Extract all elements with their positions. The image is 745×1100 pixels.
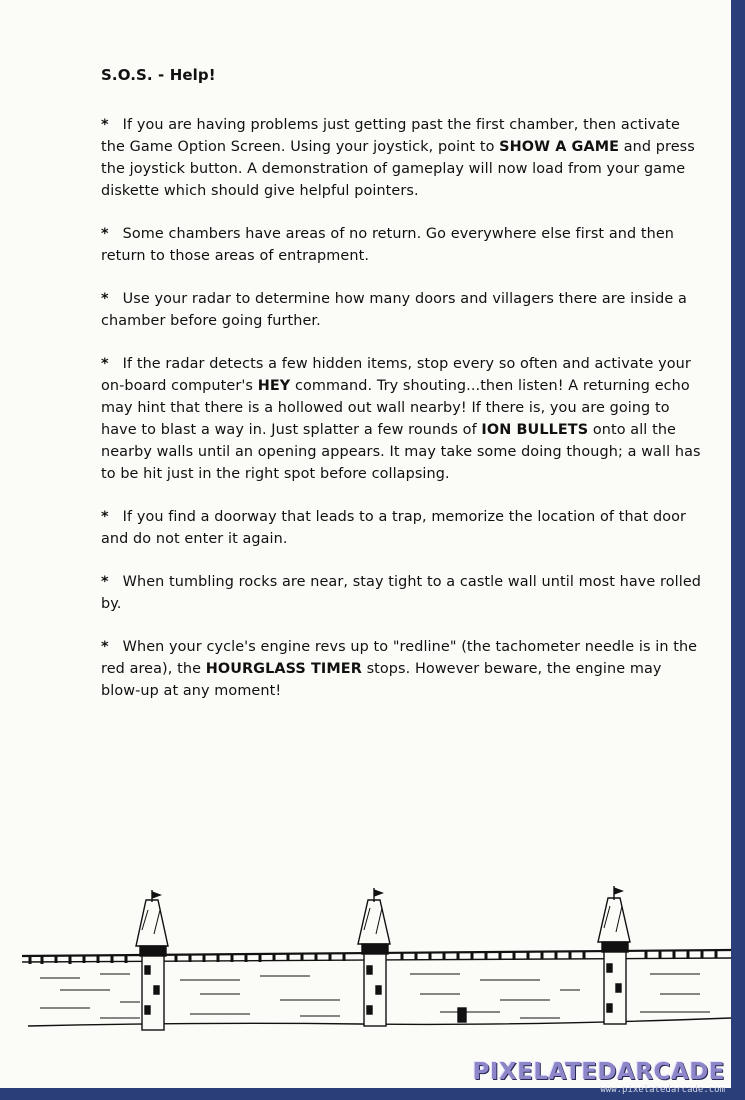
castle-wall-illustration <box>0 890 731 1050</box>
emphasized-term: ION BULLETS <box>481 422 589 438</box>
emphasized-term: HEY <box>257 378 291 394</box>
bullet-asterisk: * <box>101 509 109 525</box>
tip-text: onto all the nearby walls until an opening appears. It may take some doing though; a wall has to be hit just in the right spot before collapsing. <box>101 422 701 482</box>
tip-text: If the radar detects a few hidden items, stop every so often and activate your on-board computer's <box>101 356 691 394</box>
tip-text: Some chambers have areas of no return. Go everywhere else first and then return to those areas of entrapment. <box>101 226 675 264</box>
bullet-asterisk: * <box>101 356 109 372</box>
bullet-asterisk: * <box>101 639 109 655</box>
tip-text: If you are having problems just getting past the first chamber, then activate the Game Option Screen. Using your joystick, point to <box>101 117 680 155</box>
watermark <box>472 1060 725 1096</box>
tip-paragraph <box>101 114 701 202</box>
bullet-asterisk: * <box>101 117 109 133</box>
tips-list <box>101 114 701 702</box>
watermark-logo: PIXELATEDARCADE <box>472 1059 725 1085</box>
bullet-asterisk: * <box>101 226 109 242</box>
tip-paragraph <box>101 288 701 332</box>
section-heading: S.O.S. - Help! <box>101 66 216 84</box>
tip-paragraph <box>101 353 701 485</box>
bullet-asterisk: * <box>101 574 109 590</box>
emphasized-term: SHOW A GAME <box>499 139 620 155</box>
tip-paragraph <box>101 223 701 267</box>
tip-text: When tumbling rocks are near, stay tight to a castle wall until most have rolled by. <box>101 574 702 612</box>
tip-text: When your cycle's engine revs up to "redline" (the tachometer needle is in the red area), the <box>101 639 698 677</box>
tip-text: and press the joystick button. A demonstration of gameplay will now load from your game diskette which should give helpful pointers. <box>101 139 695 199</box>
bullet-asterisk: * <box>101 291 109 307</box>
tip-text: If you find a doorway that leads to a trap, memorize the location of that door and do not enter it again. <box>101 509 687 547</box>
watermark-url: www.pixelatedarcade.com <box>600 1085 725 1095</box>
tip-paragraph <box>101 506 701 550</box>
tip-text: stops. However beware, the engine may blow-up at any moment! <box>101 661 662 699</box>
help-section <box>101 64 701 723</box>
emphasized-term: HOURGLASS TIMER <box>205 661 362 677</box>
tip-paragraph <box>101 571 701 615</box>
tip-text: Use your radar to determine how many doors and villagers there are inside a chamber before going further. <box>101 291 687 329</box>
tip-paragraph <box>101 636 701 702</box>
tip-text: command. Try shouting...then listen! A returning echo may hint that there is a hollowed out wall nearby! If there is, you are going to have to blast a way in. Just splatter a few rounds of <box>101 378 690 438</box>
